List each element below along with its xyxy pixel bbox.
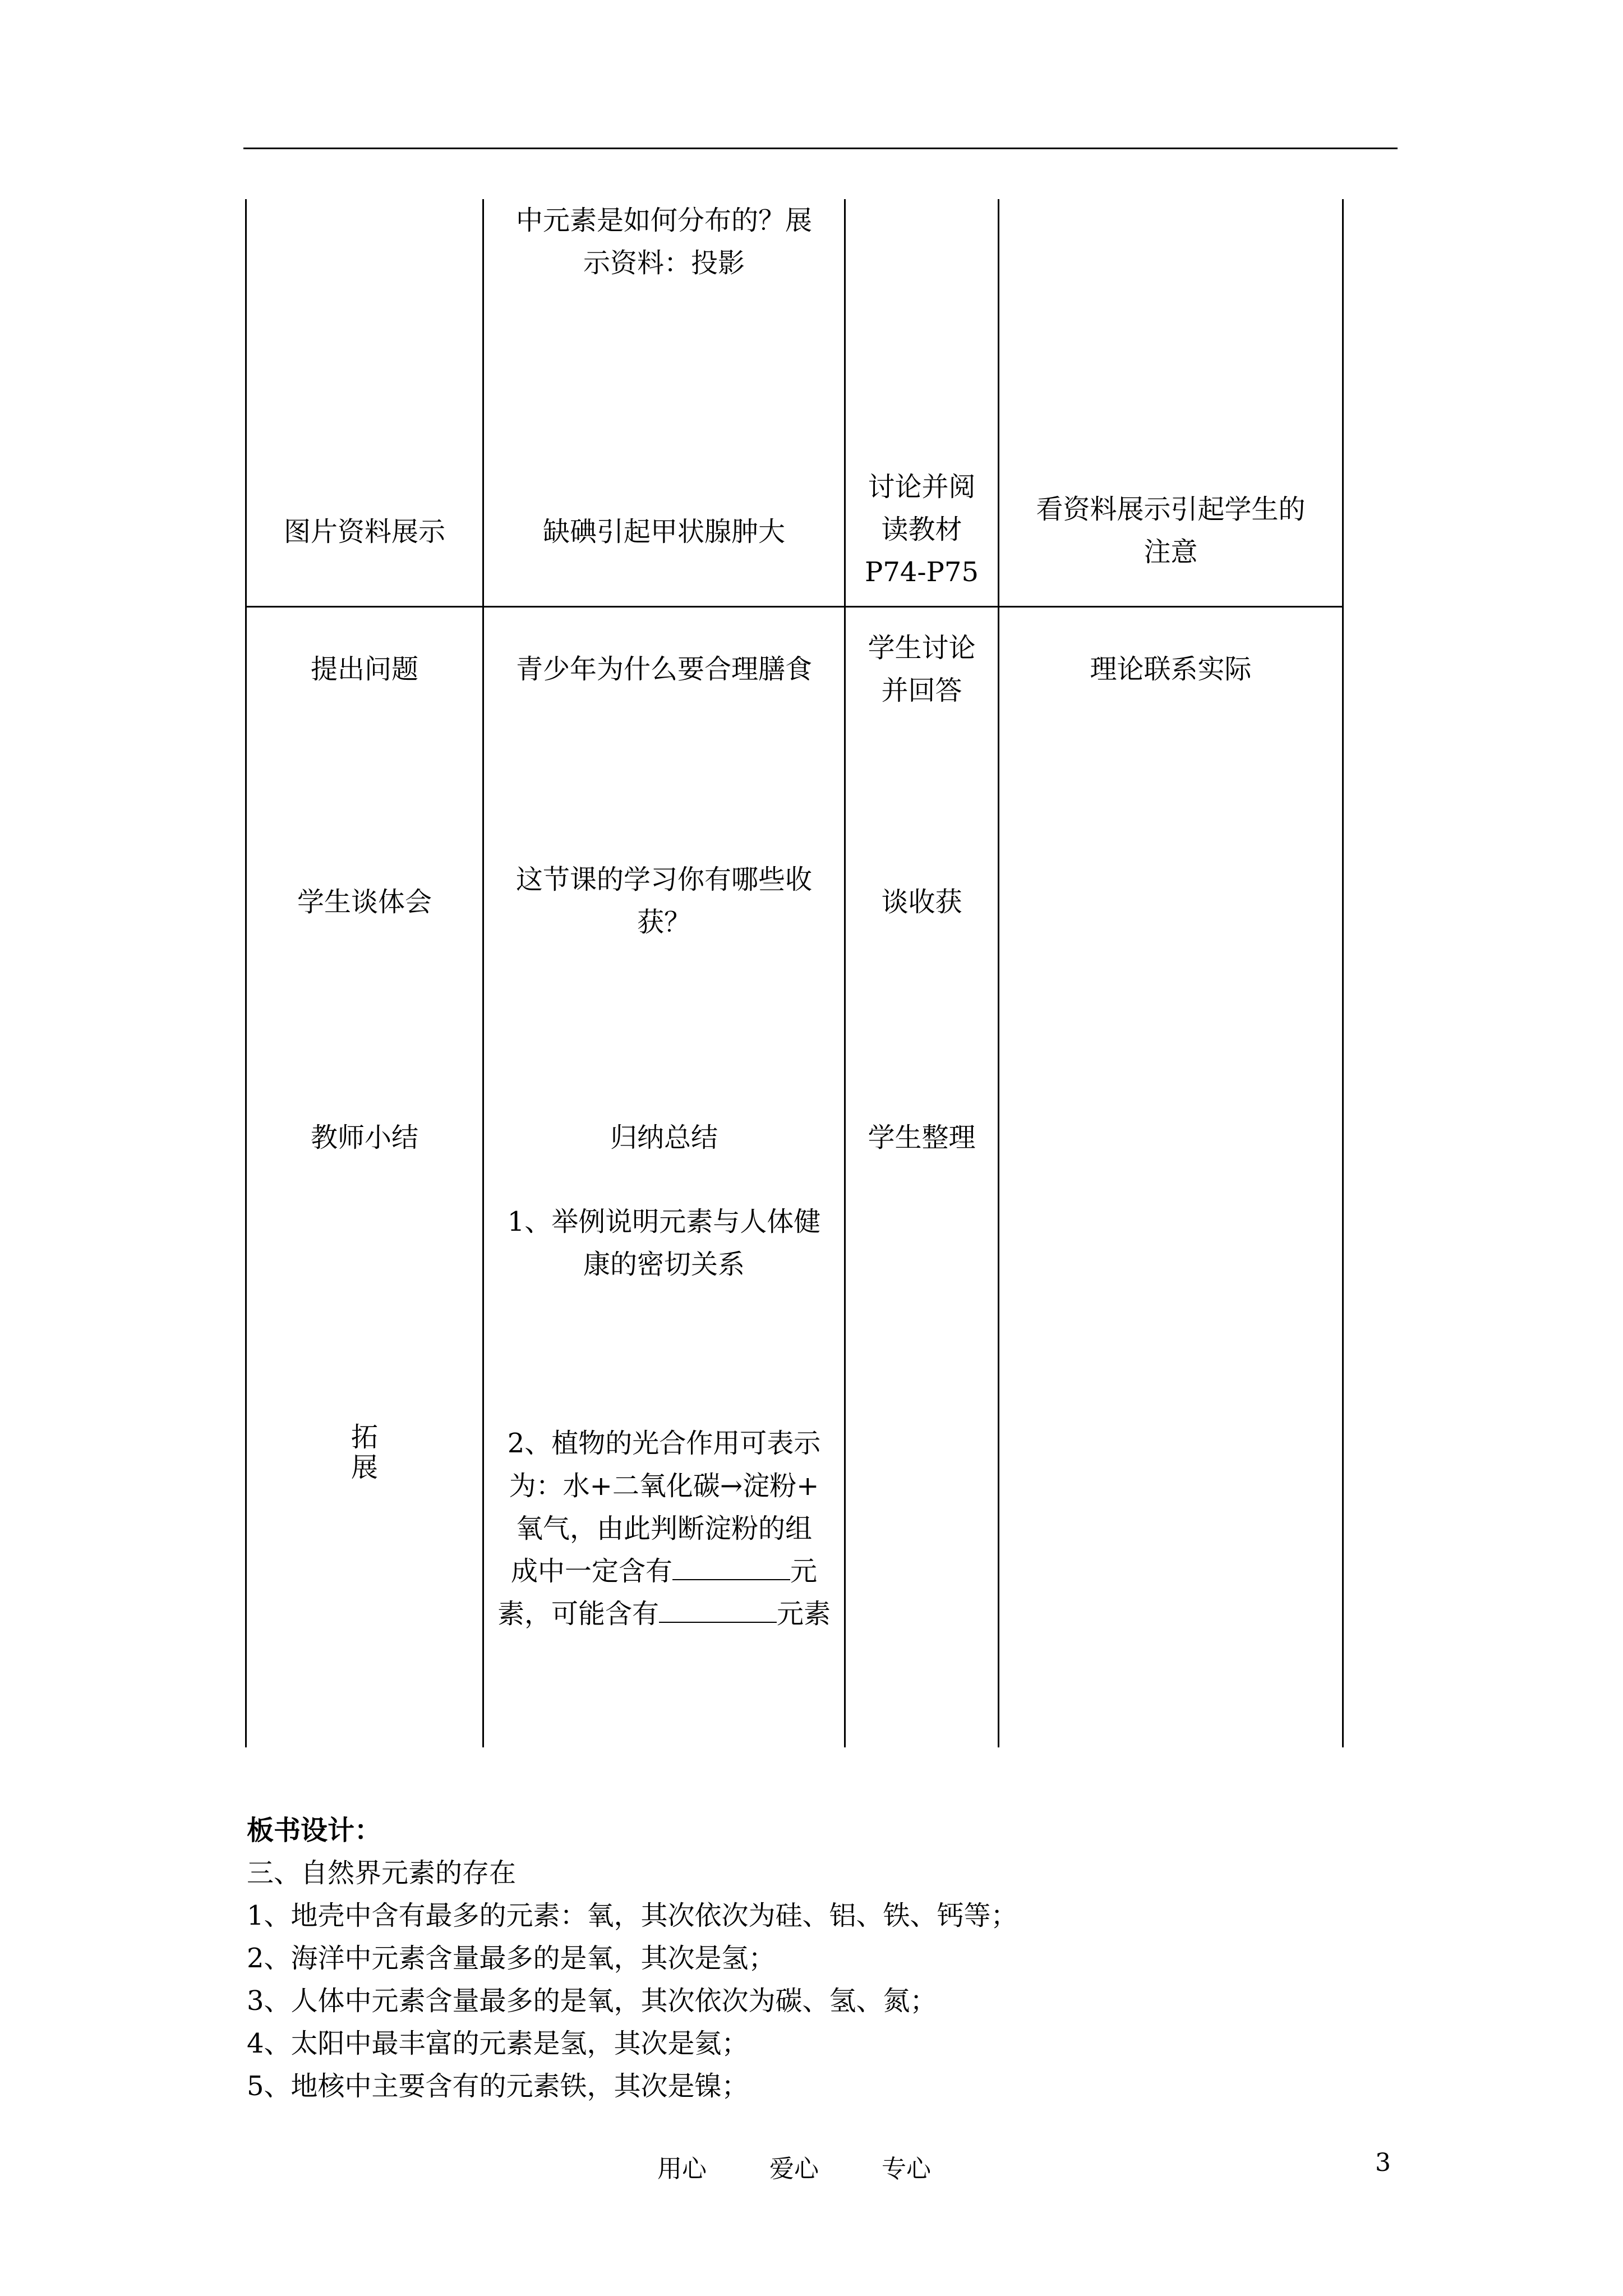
footer-motto: 用心 [657,2155,707,2183]
content-cell: 缺碘引起甲状腺肿大 [542,516,785,547]
content-cell: 这节课的学习你有哪些收 获？ [515,864,812,938]
student-activity-cell: 讨论并阅 读教材 P74-P75 [865,471,979,588]
section-label: 学生谈体会 [297,886,432,918]
content-cell: 中元素是如何分布的？展 示资料：投影 [515,205,812,279]
table-border-left [245,199,247,1747]
exercise-1: 1、举例说明元素与人体健 康的密切关系 [507,1206,821,1280]
footer-motto: 专心 [882,2155,931,2183]
board-line: 5、地核中主要含有的元素铁，其次是镍； [247,2070,749,2102]
section-label: 教师小结 [310,1122,418,1153]
section-label: 提出问题 [310,654,418,685]
exercise-2: 2、植物的光合作用可表示 为：水+二氧化碳→淀粉+ 氧气，由此判断淀粉的组 成中一定含有 元 素，可能含有 元素 [497,1428,831,1630]
table-divider-2 [844,199,846,1747]
footer-motto: 爱心 [769,2155,819,2183]
design-intent-cell: 看资料展示引起学生的 注意 [1036,494,1306,568]
board-line: 2、海洋中元素含量最多的是氧，其次是氢； [247,1943,776,1974]
fill-in-blank [672,1552,790,1580]
design-intent-cell: 理论联系实际 [1090,654,1252,685]
section-label-extension: 拓 展 [351,1421,378,1483]
header-rule [243,148,1398,149]
student-activity-cell: 学生讨论 并回答 [868,632,976,706]
section-label: 图片资料展示 [283,516,445,547]
board-line: 三、自然界元素的存在 [247,1857,517,1889]
board-line: 3、人体中元素含量最多的是氧，其次依次为碳、氢、氮； [247,1985,937,2017]
board-line: 1、地壳中含有最多的元素：氧，其次依次为硅、铝、铁、钙等； [247,1900,1018,1931]
content-cell: 归纳总结 [610,1122,718,1153]
board-design [247,1809,1018,2108]
table-border-right [1342,199,1344,1747]
content-cell: 青少年为什么要合理膳食 [515,654,812,685]
table-row-divider [245,606,1344,608]
student-activity-cell: 谈收获 [881,886,962,918]
student-activity-cell: 学生整理 [868,1122,976,1153]
page-number: 3 [1375,2148,1391,2177]
board-line: 4、太阳中最丰富的元素是氢，其次是氦； [247,2028,749,2059]
table-divider-3 [998,199,999,1747]
board-design-heading: 板书设计： [247,1815,382,1846]
fill-in-blank [659,1595,777,1623]
